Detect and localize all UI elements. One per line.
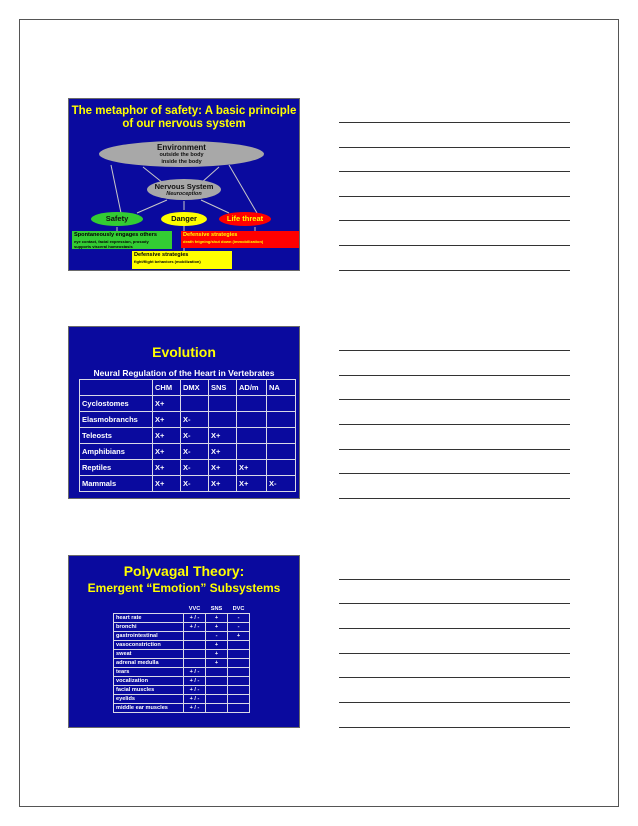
table-cell: X+	[153, 460, 181, 476]
note-line	[339, 375, 570, 376]
table-cell: X+	[153, 476, 181, 492]
table-cell: facial muscles	[114, 686, 184, 695]
slide-2	[68, 326, 300, 499]
table-cell	[228, 695, 250, 704]
slide-1-title-line-1: The metaphor of safety: A basic principle	[71, 105, 297, 117]
table-row	[114, 632, 250, 641]
table-cell: bronchi	[114, 623, 184, 632]
header-cell: SNS	[209, 380, 237, 396]
table-cell: X+	[153, 428, 181, 444]
table-cell: +	[206, 623, 228, 632]
note-line	[339, 727, 570, 728]
safety-box	[72, 231, 172, 249]
note-line	[339, 147, 570, 148]
table-cell: + / -	[184, 686, 206, 695]
slide-3-subtitle: Emergent “Emotion” Subsystems	[87, 581, 281, 595]
note-line	[339, 449, 570, 450]
note-line	[339, 702, 570, 703]
table-cell	[267, 396, 296, 412]
note-line	[339, 628, 570, 629]
note-line	[339, 270, 570, 271]
safety-box-line-2: supports visceral homeostasis	[74, 244, 133, 249]
danger-box-title: Defensive strategies	[134, 252, 189, 258]
table-cell	[237, 396, 267, 412]
table-cell: Cyclostomes	[80, 396, 153, 412]
note-line	[339, 350, 570, 351]
safety-oval: Safety	[91, 212, 143, 226]
table-cell: Teleosts	[80, 428, 153, 444]
table-cell: X-	[267, 476, 296, 492]
life-threat-oval: Life threat	[219, 212, 271, 226]
table-cell: +	[206, 650, 228, 659]
note-line	[339, 220, 570, 221]
table-cell	[184, 641, 206, 650]
table-cell	[184, 650, 206, 659]
table-cell: vasoconstriction	[114, 641, 184, 650]
environment-label: Environment	[157, 143, 206, 152]
table-cell	[184, 632, 206, 641]
header-cell: AD/m	[237, 380, 267, 396]
table-cell: sweat	[114, 650, 184, 659]
slide-1-title	[69, 105, 299, 131]
header-cell: DMX	[181, 380, 209, 396]
table-cell: + / -	[184, 695, 206, 704]
table-header-row	[114, 605, 250, 614]
table-row	[114, 650, 250, 659]
table-cell: heart rate	[114, 614, 184, 623]
slide-3-title: Polyvagal Theory:	[123, 563, 245, 579]
table-cell	[184, 659, 206, 668]
table-cell: X+	[209, 444, 237, 460]
table-cell: gastrointestinal	[114, 632, 184, 641]
table-cell	[228, 668, 250, 677]
table-cell	[237, 444, 267, 460]
table-cell	[206, 704, 228, 713]
table-cell	[206, 677, 228, 686]
table-cell: Amphibians	[80, 444, 153, 460]
life-threat-box-title: Defensive strategies	[183, 232, 238, 238]
table-cell: + / -	[184, 704, 206, 713]
table-cell	[228, 650, 250, 659]
table-cell	[228, 686, 250, 695]
table-cell	[209, 396, 237, 412]
table-row	[80, 476, 296, 492]
table-cell: X-	[181, 428, 209, 444]
environment-sub-outside: outside the body	[159, 152, 204, 158]
note-line	[339, 171, 570, 172]
header-cell: SNS	[210, 606, 223, 612]
table-cell: X+	[209, 460, 237, 476]
table-cell: +	[206, 641, 228, 650]
note-line	[339, 579, 570, 580]
table-cell	[181, 396, 209, 412]
evolution-table	[79, 379, 296, 492]
slide-2-subtitle: Neural Regulation of the Heart in Vertebrates	[93, 368, 275, 378]
header-cell	[114, 605, 184, 614]
life-threat-box-line-1: death feigning/shut down (immobilization)	[183, 239, 264, 244]
life-threat-box	[181, 231, 299, 248]
danger-oval: Danger	[161, 212, 207, 226]
header-cell	[80, 380, 153, 396]
table-row	[80, 428, 296, 444]
neuroception-label: Neuroception	[166, 191, 202, 197]
environment-sub-inside: inside the body	[161, 159, 202, 165]
table-cell: X+	[209, 476, 237, 492]
table-header-row	[80, 380, 296, 396]
danger-box-line-1: fight/flight behaviors (mobilization)	[134, 259, 201, 264]
table-cell: + / -	[184, 677, 206, 686]
table-cell	[237, 412, 267, 428]
note-line	[339, 653, 570, 654]
table-cell: + / -	[184, 614, 206, 623]
note-line	[339, 603, 570, 604]
header-cell: CHM	[153, 380, 181, 396]
note-line	[339, 245, 570, 246]
table-cell	[237, 428, 267, 444]
table-cell	[209, 412, 237, 428]
table-cell: X+	[237, 460, 267, 476]
table-row	[114, 668, 250, 677]
table-row	[114, 614, 250, 623]
table-cell: +	[228, 632, 250, 641]
note-line	[339, 196, 570, 197]
slide-2-title: Evolution	[152, 344, 216, 360]
safety-box-title: Spontaneously engages others	[74, 232, 157, 238]
table-row	[80, 412, 296, 428]
table-cell: +	[206, 614, 228, 623]
polyvagal-table	[113, 605, 250, 713]
table-cell	[206, 668, 228, 677]
table-cell: -	[228, 614, 250, 623]
table-cell: -	[206, 632, 228, 641]
header-cell: NA	[267, 380, 296, 396]
safety-box-line-1: eye contact, facial expression, prosody	[74, 239, 149, 244]
table-cell: + / -	[184, 623, 206, 632]
table-cell	[228, 641, 250, 650]
table-row	[114, 686, 250, 695]
environment-oval	[99, 141, 264, 167]
table-cell: X+	[153, 444, 181, 460]
table-cell	[228, 677, 250, 686]
table-cell: X-	[181, 412, 209, 428]
header-cell: VVC	[188, 606, 201, 612]
table-row	[114, 641, 250, 650]
note-line	[339, 498, 570, 499]
table-cell: +	[206, 659, 228, 668]
table-cell: X-	[181, 444, 209, 460]
table-cell: middle ear muscles	[114, 704, 184, 713]
table-cell: X+	[237, 476, 267, 492]
table-cell: vocalization	[114, 677, 184, 686]
table-row	[114, 695, 250, 704]
table-row	[114, 659, 250, 668]
table-row	[80, 460, 296, 476]
table-cell	[206, 686, 228, 695]
table-cell: X-	[181, 476, 209, 492]
note-line	[339, 399, 570, 400]
table-cell: X-	[181, 460, 209, 476]
table-cell: -	[228, 623, 250, 632]
table-cell	[267, 412, 296, 428]
table-cell	[267, 428, 296, 444]
table-cell: Elasmobranchs	[80, 412, 153, 428]
table-row	[114, 677, 250, 686]
danger-box	[132, 251, 232, 269]
table-cell: eyelids	[114, 695, 184, 704]
slide-1	[68, 98, 300, 271]
table-row	[114, 704, 250, 713]
slide-1-title-line-2: of our nervous system	[122, 118, 246, 130]
note-line	[339, 424, 570, 425]
slide-3	[68, 555, 300, 728]
note-line	[339, 122, 570, 123]
nervous-system-label: Nervous System	[154, 182, 214, 191]
table-cell	[206, 695, 228, 704]
table-row	[114, 623, 250, 632]
table-cell: adrenal medulla	[114, 659, 184, 668]
note-line	[339, 473, 570, 474]
table-cell: X+	[153, 396, 181, 412]
table-cell: X+	[153, 412, 181, 428]
note-line	[339, 677, 570, 678]
table-cell	[267, 444, 296, 460]
table-row	[80, 444, 296, 460]
table-cell: Reptiles	[80, 460, 153, 476]
table-cell: X+	[209, 428, 237, 444]
table-cell: + / -	[184, 668, 206, 677]
table-cell: Mammals	[80, 476, 153, 492]
header-cell: DVC	[232, 606, 245, 612]
table-cell	[267, 460, 296, 476]
table-cell	[228, 704, 250, 713]
table-row	[80, 396, 296, 412]
table-cell	[228, 659, 250, 668]
table-cell: tears	[114, 668, 184, 677]
nervous-system-oval	[147, 179, 221, 200]
